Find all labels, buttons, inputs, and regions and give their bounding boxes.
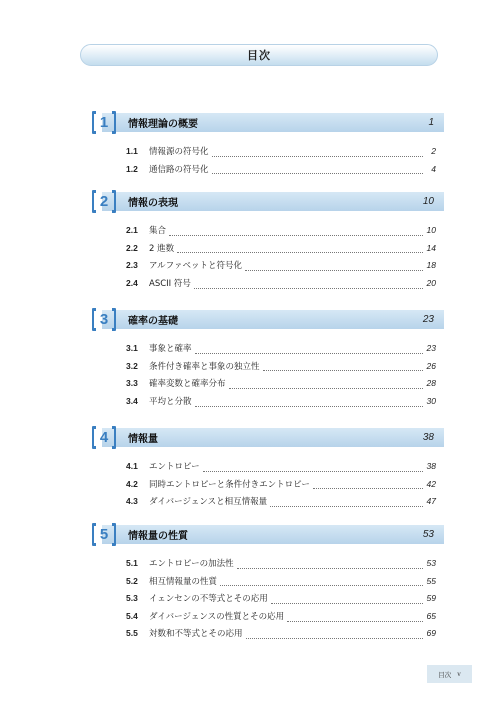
footer-label: 目次 [438, 670, 452, 679]
section-page-number: 10 [426, 225, 436, 235]
chapter-title: 情報理論の概要 [128, 119, 198, 130]
section-entry[interactable] [126, 342, 436, 360]
chapter-3 [92, 310, 444, 412]
section-page-number: 55 [426, 575, 436, 586]
chapter-page-number: 53 [422, 529, 434, 540]
chapter-header[interactable] [99, 113, 444, 132]
section-number: 1.2 [126, 163, 138, 174]
dot-leader [237, 563, 423, 569]
section-entry[interactable] [126, 224, 436, 242]
chapter-number: 1 [99, 114, 109, 131]
section-entry[interactable] [126, 460, 436, 478]
section-page-number: 28 [426, 378, 436, 389]
section-number: 5.5 [126, 628, 138, 639]
section-page-number: 53 [426, 558, 436, 568]
section-page-number: 30 [426, 395, 436, 406]
section-title: 同時エントロピーと条件付きエントロピー [149, 479, 310, 490]
section-number: 3.2 [126, 360, 138, 371]
section-entry[interactable] [126, 575, 436, 593]
chapter-1 [92, 113, 444, 180]
section-entry[interactable] [126, 163, 436, 181]
chapter-number: 4 [99, 429, 109, 446]
chapter-header[interactable] [99, 525, 444, 544]
section-page-number: 47 [426, 496, 436, 507]
dot-leader [271, 598, 423, 604]
section-list [126, 224, 436, 294]
chapter-title: 情報の表現 [128, 198, 178, 209]
toc-title-bar [80, 44, 438, 66]
section-title: ダイバージェンスと相互情報量 [149, 497, 268, 508]
section-entry[interactable] [126, 395, 436, 413]
chapter-title: 情報量 [128, 434, 158, 445]
chapter-number-badge [90, 424, 118, 451]
section-number: 2.3 [126, 260, 138, 271]
section-entry[interactable] [126, 592, 436, 610]
dot-leader [203, 466, 423, 472]
section-page-number: 4 [431, 163, 436, 174]
section-entry[interactable] [126, 277, 436, 295]
section-page-number: 18 [426, 260, 436, 271]
section-number: 2.1 [126, 225, 138, 235]
section-title: 集合 [149, 226, 167, 236]
section-number: 2.4 [126, 277, 138, 288]
section-number: 5.3 [126, 593, 138, 604]
section-number: 1.1 [126, 146, 138, 156]
section-title: 条件付き確率と事象の独立性 [149, 361, 260, 372]
chapter-page-number: 38 [422, 432, 434, 443]
section-list [126, 460, 436, 513]
chapter-4 [92, 428, 444, 513]
section-title: 対数和不等式とその応用 [149, 629, 243, 640]
section-page-number: 65 [426, 610, 436, 621]
section-title: アルファベットと符号化 [149, 261, 242, 272]
section-page-number: 69 [426, 628, 436, 639]
chapter-header[interactable] [99, 310, 444, 329]
section-number: 4.1 [126, 461, 138, 471]
footer-page-number: v [457, 670, 461, 678]
section-entry[interactable] [126, 627, 436, 645]
section-title: ダイバージェンスの性質とその応用 [149, 611, 285, 622]
chapter-header[interactable] [99, 428, 444, 447]
section-title: 確率変数と確率分布 [149, 379, 226, 390]
section-list [126, 342, 436, 412]
footer-tab [427, 665, 472, 683]
dot-leader [220, 580, 423, 586]
chapter-5 [92, 525, 444, 645]
section-page-number: 20 [426, 277, 436, 288]
section-number: 2.2 [126, 242, 138, 253]
section-title: 情報源の符号化 [149, 147, 209, 157]
chapter-number: 5 [99, 526, 109, 543]
section-number: 5.4 [126, 610, 138, 621]
section-page-number: 59 [426, 593, 436, 604]
section-entry[interactable] [126, 610, 436, 628]
section-title: 事象と確率 [149, 344, 192, 354]
chapter-number: 2 [99, 193, 109, 210]
dot-leader [263, 365, 423, 371]
section-page-number: 26 [426, 360, 436, 371]
dot-leader [229, 383, 423, 389]
chapter-number-badge [90, 521, 118, 548]
section-number: 5.2 [126, 575, 138, 586]
section-title: イェンセンの不等式とその応用 [149, 594, 268, 605]
chapter-page-number: 23 [422, 314, 434, 325]
dot-leader [270, 501, 423, 507]
section-number: 3.3 [126, 378, 138, 389]
dot-leader [245, 265, 423, 271]
chapter-number-badge [90, 188, 118, 215]
chapter-number-badge [90, 109, 118, 136]
dot-leader [246, 633, 423, 639]
chapter-number: 3 [99, 311, 109, 328]
section-title: 相互情報量の性質 [149, 576, 218, 587]
section-title: ASCII 符号 [149, 278, 191, 289]
chapter-page-number: 10 [422, 196, 434, 207]
section-number: 5.1 [126, 558, 138, 568]
section-title: 2 進数 [149, 243, 175, 254]
section-page-number: 23 [426, 343, 436, 353]
section-number: 4.2 [126, 478, 138, 489]
chapter-header[interactable] [99, 192, 444, 211]
section-page-number: 42 [426, 478, 436, 489]
section-list [126, 557, 436, 645]
dot-leader [287, 616, 423, 622]
dot-leader [194, 283, 423, 289]
section-title: 通信路の符号化 [149, 164, 209, 175]
section-list [126, 145, 436, 180]
chapter-title: 情報量の性質 [128, 531, 188, 542]
section-page-number: 14 [426, 242, 436, 253]
dot-leader [313, 483, 423, 489]
section-number: 4.3 [126, 496, 138, 507]
dot-leader [177, 247, 423, 253]
section-title: エントロピーの加法性 [149, 559, 234, 569]
section-entry[interactable] [126, 495, 436, 513]
section-entry[interactable] [126, 557, 436, 575]
chapter-page-number: 1 [428, 117, 434, 128]
section-title: 平均と分散 [149, 396, 192, 407]
section-page-number: 2 [431, 146, 436, 156]
dot-leader [195, 348, 423, 354]
section-page-number: 38 [426, 461, 436, 471]
chapter-2 [92, 192, 444, 294]
chapter-title: 確率の基礎 [128, 316, 178, 327]
section-entry[interactable] [126, 478, 436, 496]
section-entry[interactable] [126, 360, 436, 378]
section-entry[interactable] [126, 242, 436, 260]
dot-leader [195, 401, 423, 407]
section-title: エントロピー [149, 462, 200, 472]
section-number: 3.4 [126, 395, 138, 406]
page-title: 目次 [247, 49, 271, 62]
dot-leader [212, 168, 423, 174]
chapter-number-badge [90, 306, 118, 333]
dot-leader [169, 230, 423, 236]
section-number: 3.1 [126, 343, 138, 353]
section-entry[interactable] [126, 377, 436, 395]
section-entry[interactable] [126, 259, 436, 277]
dot-leader [212, 151, 423, 157]
section-entry[interactable] [126, 145, 436, 163]
